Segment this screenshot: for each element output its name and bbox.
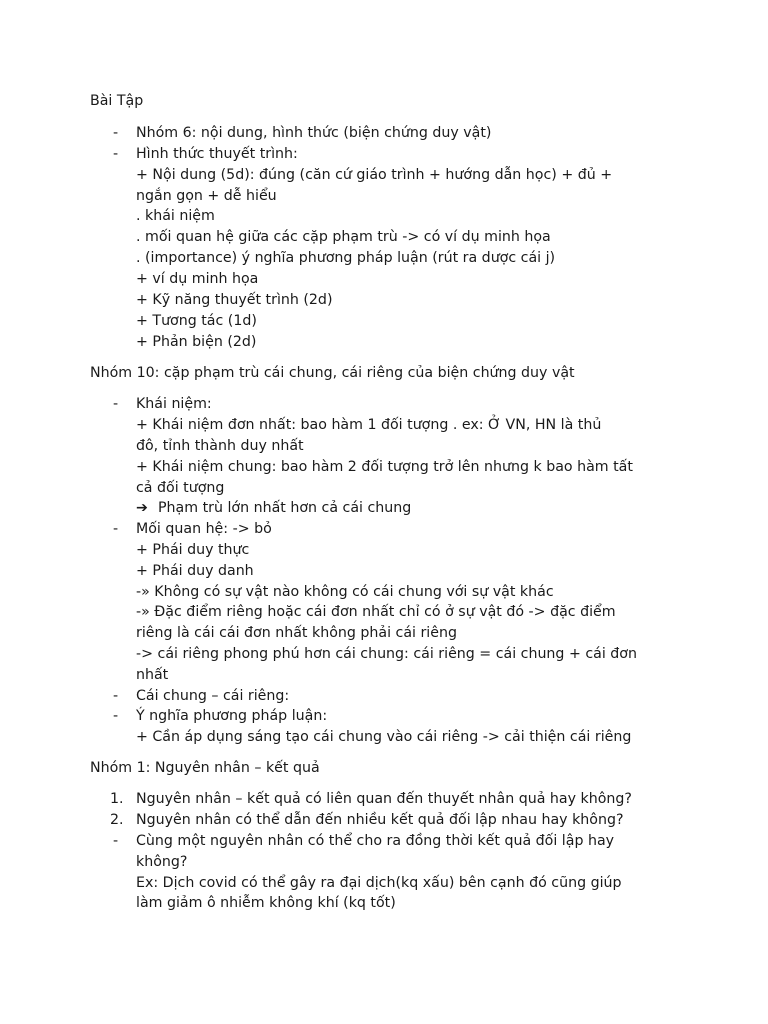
text-line: nhất <box>136 667 169 683</box>
text-line: Mối quan hệ: -> bỏ <box>136 521 272 537</box>
text-line: -» Không có sự vật nào không có cái chung với sự vật khác <box>136 584 554 600</box>
text-line: . khái niệm <box>136 208 215 224</box>
text-line: + Kỹ năng thuyết trình (2d) <box>136 292 333 308</box>
group10-heading: Nhóm 10: cặp phạm trù cái chung, cái riêng của biện chứng duy vật <box>90 365 575 381</box>
text-line: Phạm trù lớn nhất hơn cả cái chung <box>158 500 412 516</box>
bullet-dash: - <box>113 146 119 162</box>
text-line: Nguyên nhân – kết quả có liên quan đến thuyết nhân quả hay không? <box>136 791 632 807</box>
text-line: + ví dụ minh họa <box>136 271 259 287</box>
list-number: 2. <box>110 812 124 828</box>
group1-heading: Nhóm 1: Nguyên nhân – kết quả <box>90 760 320 776</box>
bullet-dash: - <box>113 125 119 141</box>
text-line: Khái niệm: <box>136 396 212 412</box>
list-number: 1. <box>110 791 124 807</box>
text-line: + Phản biện (2d) <box>136 334 257 350</box>
text-line: Ex: Dịch covid có thể gây ra đại dịch(kq xấu) bên cạnh đó cũng giúp <box>136 875 622 891</box>
text-line: làm giảm ô nhiễm không khí (kq tốt) <box>136 895 396 911</box>
text-line: + Tương tác (1d) <box>136 313 257 329</box>
text-line: Cái chung – cái riêng: <box>136 688 290 704</box>
text-line: . mối quan hệ giữa các cặp phạm trù -> có ví dụ minh họa <box>136 229 551 245</box>
text-line: + Phái duy thực <box>136 542 250 558</box>
bullet-dash: - <box>113 708 119 724</box>
text-line: + Nội dung (5d): đúng (căn cứ giáo trình + hướng dẫn học) + đủ + <box>136 167 613 183</box>
bullet-dash: - <box>113 396 119 412</box>
text-line: Hình thức thuyết trình: <box>136 146 298 162</box>
text-line: -» Đặc điểm riêng hoặc cái đơn nhất chỉ có ở sự vật đó -> đặc điểm <box>136 604 616 620</box>
text-line: -> cái riêng phong phú hơn cái chung: cái riêng = cái chung + cái đơn <box>136 646 637 662</box>
bullet-dash: - <box>113 688 119 704</box>
text-line: đô, tỉnh thành duy nhất <box>136 438 304 454</box>
text-line: Cùng một nguyên nhân có thể cho ra đồng thời kết quả đối lập hay <box>136 833 615 849</box>
text-line: không? <box>136 854 188 870</box>
text-line: + Cần áp dụng sáng tạo cái chung vào cái riêng -> cải thiện cái riêng <box>136 729 632 745</box>
bullet-dash: - <box>113 833 119 849</box>
bullet-dash: - <box>113 521 119 537</box>
text-line: + Khái niệm đơn nhất: bao hàm 1 đối tượng . ex: Ở VN, HN là thủ <box>136 417 602 433</box>
text-line: ngắn gọn + dễ hiểu <box>136 188 277 204</box>
page-title: Bài Tập <box>90 93 144 109</box>
text-line: + Phái duy danh <box>136 563 254 579</box>
text-line: Nguyên nhân có thể dẫn đến nhiều kết quả đối lập nhau hay không? <box>136 812 624 828</box>
text-line: + Khái niệm chung: bao hàm 2 đối tượng trở lên nhưng k bao hàm tất <box>136 459 633 475</box>
arrow-icon: ➔ <box>136 500 148 516</box>
text-line: cả đối tượng <box>136 480 225 496</box>
text-line: Ý nghĩa phương pháp luận: <box>136 708 328 724</box>
group6-heading: Nhóm 6: nội dung, hình thức (biện chứng duy vật) <box>136 125 492 141</box>
text-line: riêng là cái cái đơn nhất không phải cái riêng <box>136 625 457 641</box>
text-line: . (importance) ý nghĩa phương pháp luận (rút ra dược cái j) <box>136 250 556 266</box>
